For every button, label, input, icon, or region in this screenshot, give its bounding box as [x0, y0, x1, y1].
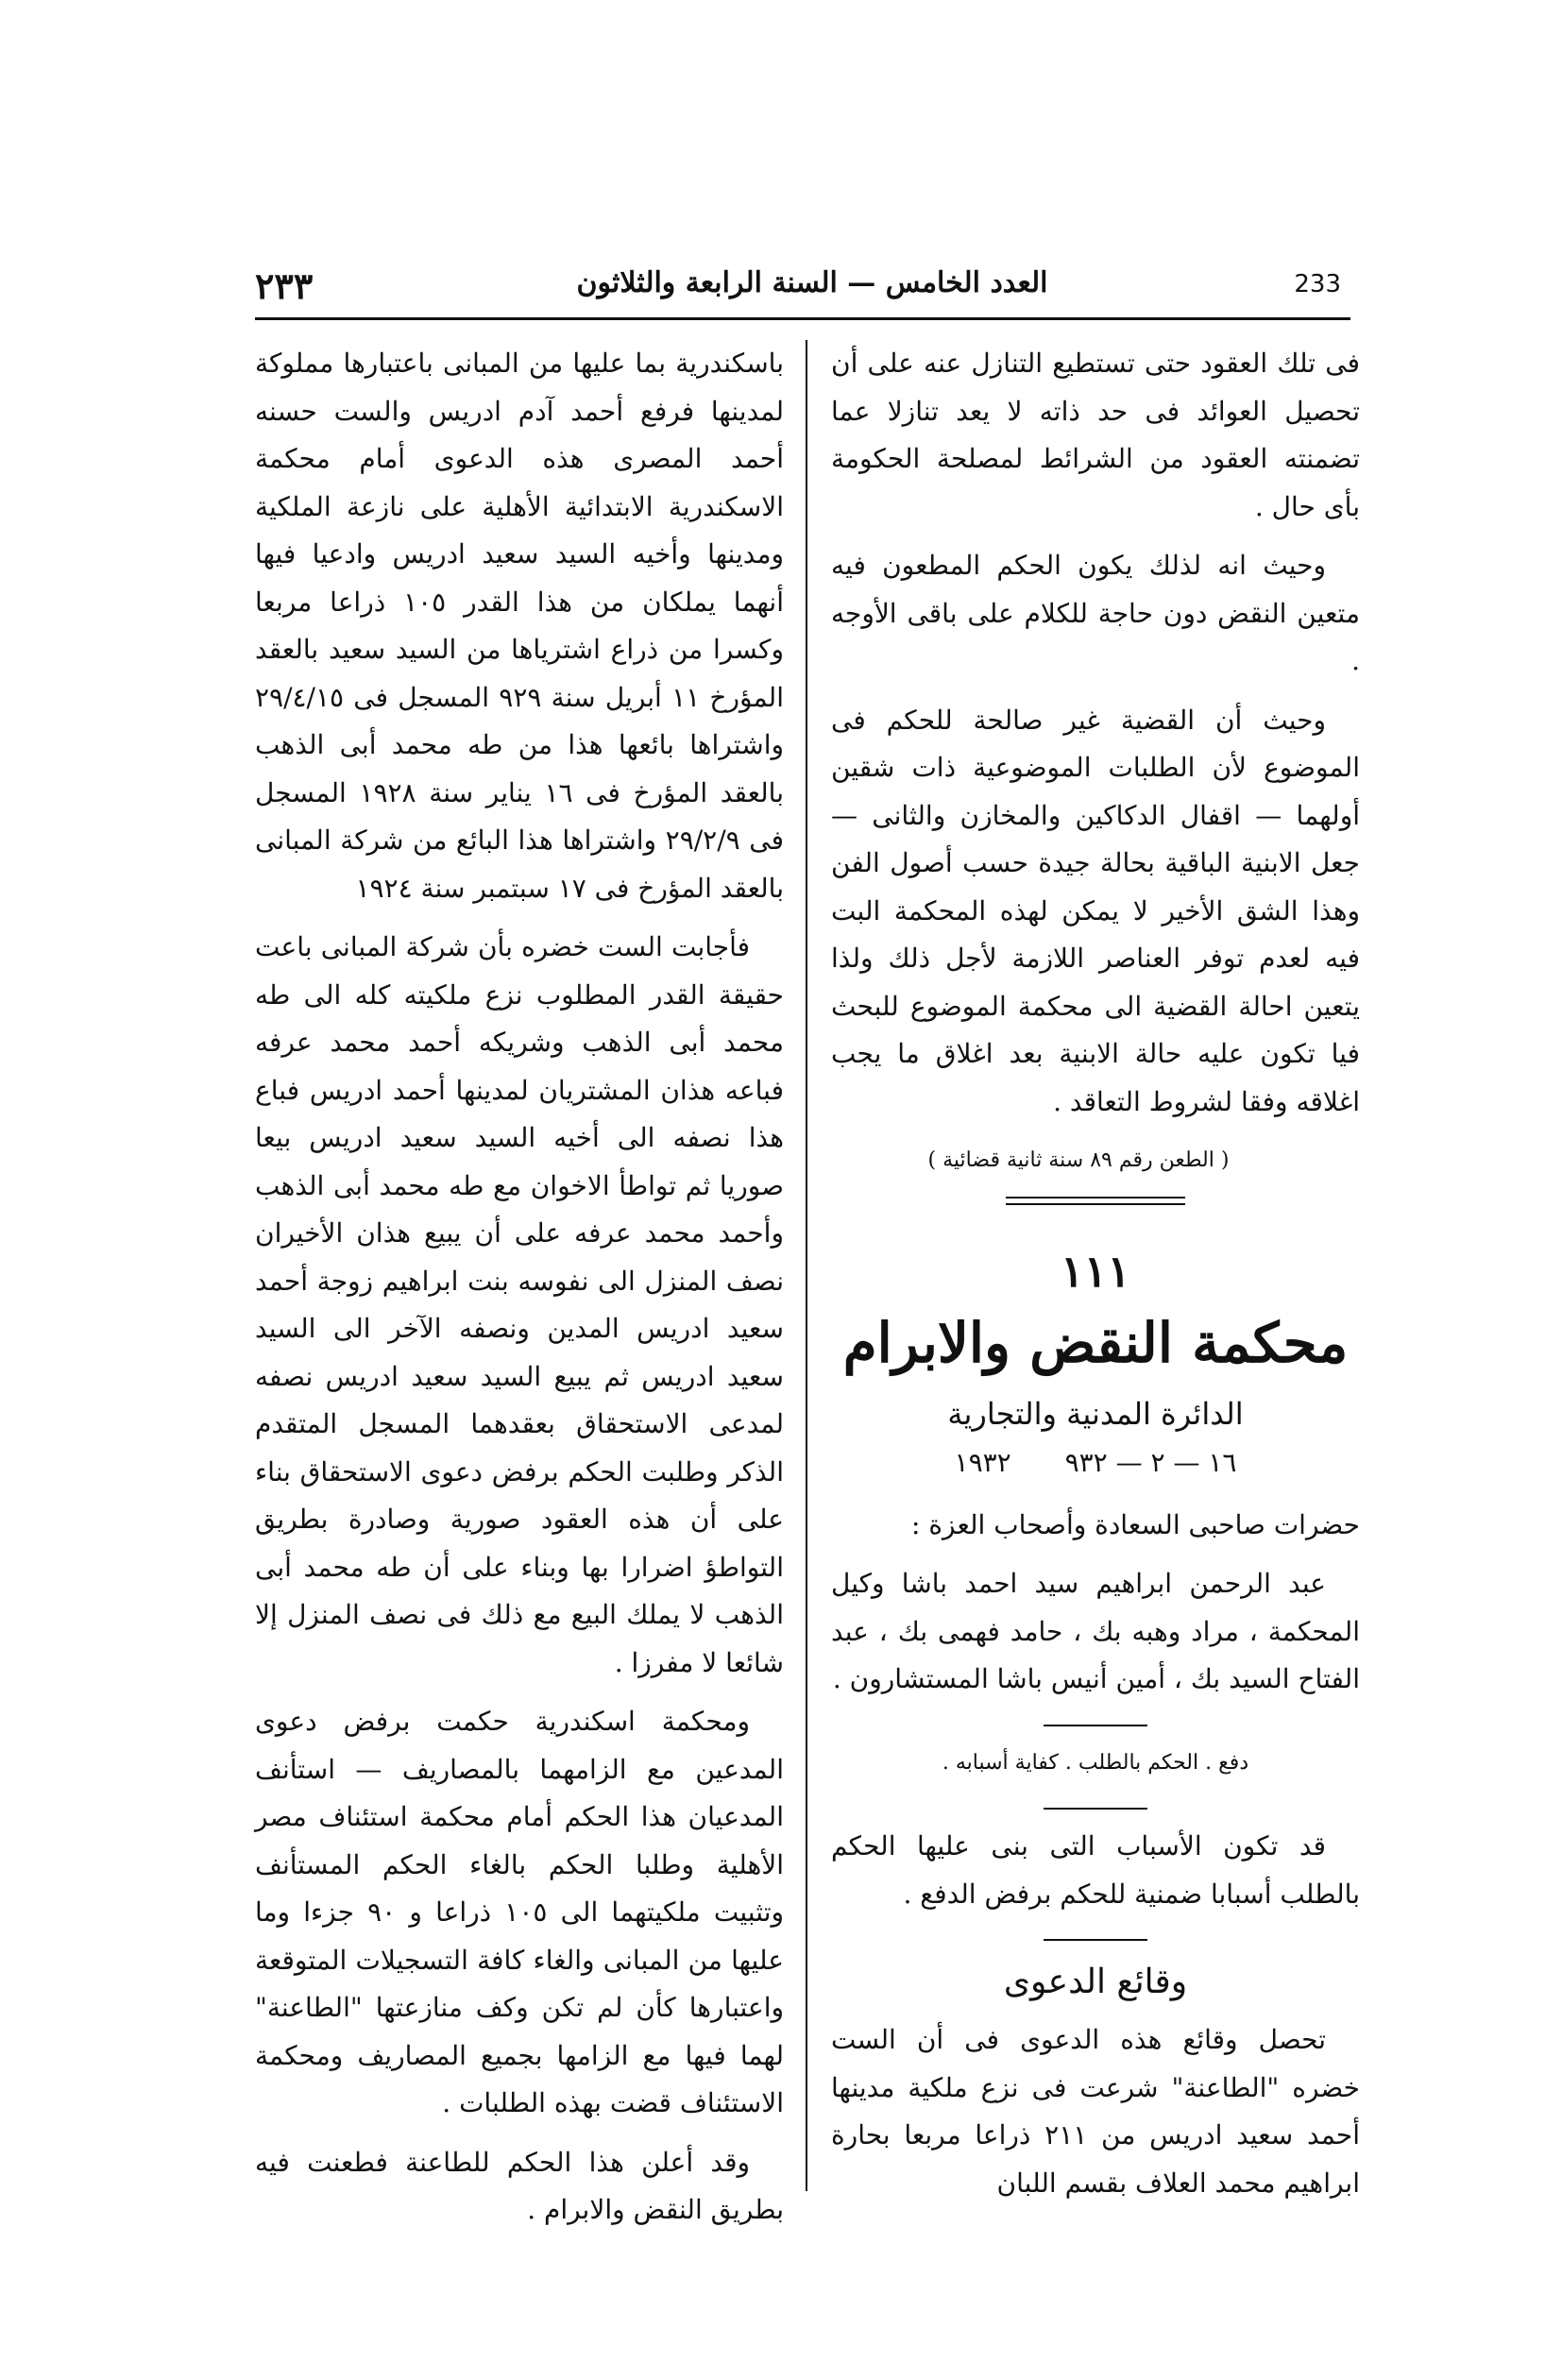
- short-rule-3: [1044, 1939, 1147, 1941]
- header-rule: [255, 317, 1350, 320]
- left-para-4: وقد أعلن هذا الحكم للطاعنة فطعنت فيه بطريق النقض والابرام .: [255, 2146, 784, 2225]
- column-divider: [806, 340, 807, 2191]
- bench-names: عبد الرحمن ابراهيم سيد احمد باشا وكيل المحكمة ، مراد وهبه بك ، حامد فهمى بك ، عبد الفتاح السيد بك ، أمين أنيس باشا المستشارون .: [831, 1568, 1360, 1694]
- right-column: [831, 340, 1360, 2218]
- left-column: [255, 340, 784, 2246]
- left-para-2: فأجابت الست خضره بأن شركة المبانى باعت حقيقة القدر المطلوب نزع ملكيته كله الى طه محمد أبى الذهب وشريكه أحمد محمد عرفه فباعه هذان المشتريان لمدينها أحمد ادريس فباع هذا نصفه الى أخيه السيد سعيد ادريس بيعا صوريا ثم تواطأ الاخوان مع طه محمد أبى الذهب وأحمد محمد عرفه على أن يبيع هذان الأخيران نصف المنزل الى نفوسه بنت ابراهيم زوجة أحمد سعيد ادريس المدين ونصفه الآخر الى السيد سعيد ادريس ثم يبيع السيد سعيد ادريس نصفه لمدعى الاستحقاق بعقدهما المسجل المتقدم الذكر وطلبت الحكم برفض دعوى الاستحقاق بناء على أن هذه العقود صورية وصادرة بطريق التواطؤ اضرارا بها وبناء على أن طه محمد أبى الذهب لا يملك البيع مع ذلك فى نصف المنزل إلا شائعا لا مفرزا .: [255, 931, 784, 1678]
- page-header: [255, 264, 1350, 308]
- left-para-1: باسكندرية بما عليها من المبانى باعتبارها مملوكة لمدينها فرفع أحمد آدم ادريس والست حسنه أحمد المصرى هذه الدعوى أمام محكمة الاسكندرية الابتدائية الأهلية على نازعة الملكية ومدينها وأخيه السيد سعيد ادريس وادعيا فيها أنهما يملكان من هذا القدر ١٠٥ ذراعا مربعا وكسرا من ذراع اشترياها من السيد سعيد بالعقد المؤرخ ١١ أبريل سنة ٩٢٩ المسجل فى ٢٩/٤/١٥ واشتراها بائعها هذا من طه محمد أبى الذهب بالعقد المؤرخ فى ١٦ يناير سنة ١٩٢٨ المسجل فى ٢٩/٢/٩ واشتراها هذا البائع من شركة المبانى بالعقد المؤرخ فى ١٧ سبتمبر سنة ١٩٢٤: [255, 348, 784, 904]
- facts-para: تحصل وقائع هذه الدعوى فى أن الست خضره "الطاعنة" شرعت فى نزع ملكية مدينها أحمد سعيد ادريس من ٢١١ ذراعا مربعا بحارة ابراهيم محمد العلاف بقسم اللبان: [831, 2024, 1361, 2199]
- date-value: ١٦ — ٢ — ٩٣٢: [1064, 1446, 1237, 1478]
- right-para-2: وحيث انه لذلك يكون الحكم المطعون فيه متعين النقض دون حاجة للكلام على باقى الأوجه .: [831, 550, 1360, 676]
- double-rule: [1006, 1197, 1185, 1205]
- summary-line: دفع . الحكم بالطلب . كفاية أسبابه .: [942, 1750, 1249, 1775]
- appeal-reference: ( الطعن رقم ٨٩ سنة ثانية قضائية ): [927, 1148, 1230, 1172]
- right-para-1: فى تلك العقود حتى تستطيع التنازل عنه على أن تحصيل العوائد فى حد ذاته لا يعد تنازلا عما تضمنته العقود من الشرائط لمصلحة الحكومة بأى حال .: [831, 348, 1360, 522]
- page-number-latin: 233: [1294, 270, 1341, 298]
- left-para-3: ومحكمة اسكندرية حكمت برفض دعوى المدعين مع الزامهما بالمصاريف — استأنف المدعيان هذا الحكم أمام محكمة استئناف مصر الأهلية وطلبا الحكم بالغاء الحكم المستأنف وتثبيت ملكيتهما الى ١٠٥ ذراعا و ٩٠ جزءا وما عليها من المبانى والغاء كافة التسجيلات المتوقعة واعتبارها كأن لم تكن وكف منازعتها "الطاعنة" لهما فيها مع الزامها بجميع المصاريف ومحكمة الاستئناف قضت بهذه الطلبات .: [255, 1706, 785, 2118]
- case-number: ١١١: [1060, 1245, 1131, 1297]
- judgment-date: [831, 1439, 1360, 1487]
- running-title: العدد الخامس — السنة الرابعة والثلاثون: [576, 266, 1048, 299]
- short-rule-2: [1044, 1808, 1147, 1810]
- facts-title: وقائع الدعوى: [1003, 1963, 1188, 2001]
- right-para-3: وحيث أن القضية غير صالحة للحكم فى الموضوع لأن الطلبات الموضوعية ذات شقين أولهما — اقفال الدكاكين والمخازن والثانى — جعل الابنية الباقية بحالة جيدة حسب أصول الفن وهذا الشق الأخير لا يمكن لهذه المحكمة البت فيه لعدم توفر العناصر اللازمة لأجل ذلك ولذا يتعين احالة القضية الى محكمة الموضوع للبحث فيا تكون عليه حالة الابنية بعد اغلاق ما يجب اغلاقه وفقا لشروط التعاقد .: [831, 704, 1360, 1117]
- legal-principle: قد تكون الأسباب التى بنى عليها الحكم بالطلب أسبابا ضمنية للحكم برفض الدفع .: [831, 1830, 1360, 1910]
- court-title: محكمة النقض والابرام: [842, 1310, 1349, 1375]
- bench-intro: حضرات صاحبى السعادة وأصحاب العزة :: [911, 1508, 1360, 1540]
- date-note: ١٩٣٢: [954, 1446, 1011, 1478]
- circuit-name: الدائرة المدنية والتجارية: [947, 1395, 1244, 1432]
- page-number-arabic: ٢٣٣: [255, 264, 314, 307]
- short-rule-1: [1044, 1725, 1147, 1726]
